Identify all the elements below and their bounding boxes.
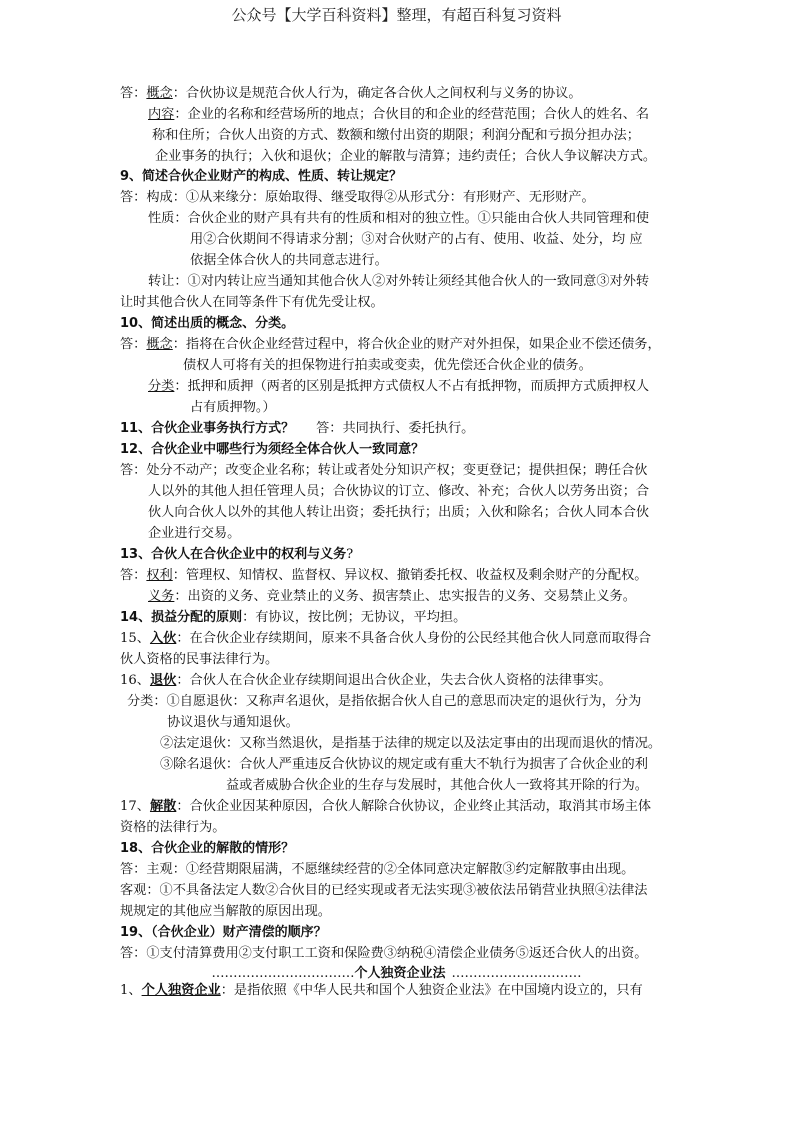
s9-line-4: 依据全体合伙人的共同意志进行。 xyxy=(190,253,388,268)
item-number: 16、 xyxy=(120,673,150,688)
s8-line-3: 称和住所；合伙人出资的方式、数额和缴付出资的期限；利润分配和亏损分担办法； xyxy=(152,128,640,143)
s9-line-1: 答：构成：①从来缘分：原始取得、继受取得②从形式分：有形财产、无形财产。 xyxy=(120,190,595,205)
question-12: 12、合伙企业中哪些行为须经全体合伙人一致同意？ xyxy=(120,442,425,457)
s16-line-1 xyxy=(120,671,612,691)
item-number: 1、 xyxy=(120,983,142,998)
question-13-text: 13、合伙人在合伙企业中的权利与义务 xyxy=(120,547,347,562)
s8-line-1 xyxy=(120,84,582,104)
answer-text: ：有协议，按比例；无协议，平均担。 xyxy=(242,610,467,625)
term-rights: 权利 xyxy=(146,568,173,583)
question-9: 9、简述合伙企业财产的构成、性质、转让规定？ xyxy=(120,169,403,184)
s8-line-2 xyxy=(148,105,649,125)
page-header: 公众号【大学百科资料】整理，有超百科复习资料 xyxy=(231,6,562,24)
s19-line-1: 答：①支付清算费用②支付职工工资和保险费③纳税④清偿企业债务⑤返还合伙人的出资。 xyxy=(120,946,648,961)
s18-line-1: 答：主观：①经营期限届满，不愿继续经营的②全体同意决定解散③约定解散事由出现。 xyxy=(120,862,635,877)
s12-line-1: 答：处分不动产；改变企业名称；转让或者处分知识产权；变更登记；提供担保；聘任合伙 xyxy=(120,463,648,478)
s17-line-1 xyxy=(120,797,651,817)
answer-text: ：合伙企业因某种原因，合伙人解除合伙协议，企业终止其活动，取消其市场主体 xyxy=(176,799,652,814)
s10-line-1 xyxy=(120,335,661,355)
item-number: 17、 xyxy=(120,799,150,814)
section-title: 个人独资企业法 xyxy=(354,966,446,981)
s13-line-1 xyxy=(120,566,648,586)
s14-line xyxy=(120,608,466,628)
question-11: 11、合伙企业事务执行方式？ xyxy=(120,421,295,436)
answer-text: ：合伙协议是规范合伙人行为，确定各合伙人之间权利与义务的协议。 xyxy=(172,86,582,101)
answer-text: ：抵押和质押（两者的区别是抵押方式债权人不占有抵押物，而质押方式质押权人 xyxy=(174,379,650,394)
term-join: 入伙 xyxy=(149,631,177,646)
s16-line-3: 协议退伙与通知退伙。 xyxy=(167,715,299,730)
s10-line-3 xyxy=(148,377,649,397)
s16-line-4: ②法定退伙：又称当然退伙，是指基于法律的规定以及法定事由的出现而退伙的情况。 xyxy=(160,736,662,751)
s9-line-6: 让时其他合伙人在同等条件下有优先受让权。 xyxy=(120,295,384,310)
s10-line-4: 占有质押物。） xyxy=(190,400,276,415)
s16-line-5: ③除名退伙：合伙人严重违反合伙协议的规定或有重大不轨行为损害了合伙企业的利 xyxy=(160,757,648,772)
s11-line xyxy=(120,419,474,439)
answer-text: ：指将在合伙企业经营过程中，将合伙企业的财产对外担保，如果企业不偿还债务， xyxy=(172,337,661,352)
term-withdrawal: 退伙 xyxy=(149,673,177,688)
p1-line-1 xyxy=(120,981,643,1001)
answer-prefix: 答： xyxy=(120,337,147,352)
answer-text: ：管理权、知情权、监督权、异议权、撤销委托权、收益权及剩余财产的分配权。 xyxy=(172,568,648,583)
s16-line-2: 分类：①自愿退伙：又称声名退伙，是指依据合伙人自己的意思而决定的退伙行为，分为 xyxy=(127,694,642,709)
s12-line-3: 伙人向合伙人以外的其他人转让出资；委托执行；出质；入伙和除名；合伙人同本合伙 xyxy=(148,505,650,520)
s9-line-3: 用②合伙期间不得请求分割；③对合伙财产的占有、使用、收益、处分，均 应 xyxy=(190,232,643,247)
s12-line-4: 企业进行交易。 xyxy=(148,526,241,541)
question-14: 14、损益分配的原则 xyxy=(120,610,243,625)
s9-line-5: 转让：①对内转让应当通知其他合伙人②对外转让须经其他合伙人的一致同意③对外转 xyxy=(148,274,650,289)
item-number: 15、 xyxy=(120,631,150,646)
term-dissolution: 解散 xyxy=(149,799,177,814)
answer-prefix: 答： xyxy=(120,86,147,101)
answer-text: ：合伙人在合伙企业存续期间退出合伙企业，失去合伙人资格的法律事实。 xyxy=(176,673,612,688)
s18-line-2: 客观：①不具备法定人数②合伙目的已经实现或者无法实现③被依法吊销营业执照④法律法 xyxy=(120,883,648,898)
s8-line-4: 企业事务的执行；入伙和退伙；企业的解散与清算；违约责任；合伙人争议解决方式。 xyxy=(155,149,657,164)
term-content: 内容 xyxy=(148,107,175,122)
s15-line-2: 伙人资格的民事法律行为。 xyxy=(120,652,279,667)
divider-dots-right: ………………………… xyxy=(451,966,582,981)
s17-line-2: 资格的法律行为。 xyxy=(120,820,226,835)
s16-line-6: 益或者威胁合伙企业的生存与发展时，其他合伙人一致将其开除的行为。 xyxy=(226,778,648,793)
question-mark: ? xyxy=(346,547,354,562)
s18-line-3: 规规定的其他应当解散的原因出现。 xyxy=(120,904,331,919)
s10-line-2: 债权人可将有关的担保物进行拍卖或变卖，优先偿还合伙企业的债务。 xyxy=(183,358,592,373)
answer-text: ：出资的义务、竞业禁止的义务、损害禁止、忠实报告的义务、交易禁止义务。 xyxy=(174,589,636,604)
term-classification: 分类 xyxy=(148,379,175,394)
section-divider xyxy=(0,962,793,981)
question-13 xyxy=(120,545,353,565)
answer-text: ：在合伙企业存续期间，原来不具备合伙人身份的公民经其他合伙人同意而取得合 xyxy=(176,631,652,646)
question-10: 10、简述出质的概念、分类。 xyxy=(120,316,295,331)
divider-dots-left: …………………………… xyxy=(211,966,355,981)
answer-text: ：是指依照《中华人民共和国个人独资企业法》在中国境内设立的，只有 xyxy=(220,983,643,998)
s9-line-2: 性质：合伙企业的财产具有共有的性质和相对的独立性。①只能由合伙人共同管理和使 xyxy=(148,211,650,226)
question-19: 19、（合伙企业）财产清偿的顺序？ xyxy=(120,925,327,940)
answer-text: 答：共同执行、委托执行。 xyxy=(316,421,475,436)
term-concept: 概念 xyxy=(146,337,173,352)
s13-line-2 xyxy=(148,587,636,607)
term-sole-proprietorship: 个人独资企业 xyxy=(141,983,221,998)
answer-prefix: 答： xyxy=(120,568,147,583)
question-18: 18、合伙企业的解散的情形？ xyxy=(120,841,295,856)
s12-line-2: 人以外的其他人担任管理人员；合伙协议的订立、修改、补充；合伙人以劳务出资；合 xyxy=(148,484,650,499)
term-concept: 概念 xyxy=(146,86,173,101)
answer-text: ：企业的名称和经营场所的地点；合伙目的和企业的经营范围；合伙人的姓名、名 xyxy=(174,107,650,122)
s15-line-1 xyxy=(120,629,651,649)
term-obligations: 义务 xyxy=(148,589,175,604)
